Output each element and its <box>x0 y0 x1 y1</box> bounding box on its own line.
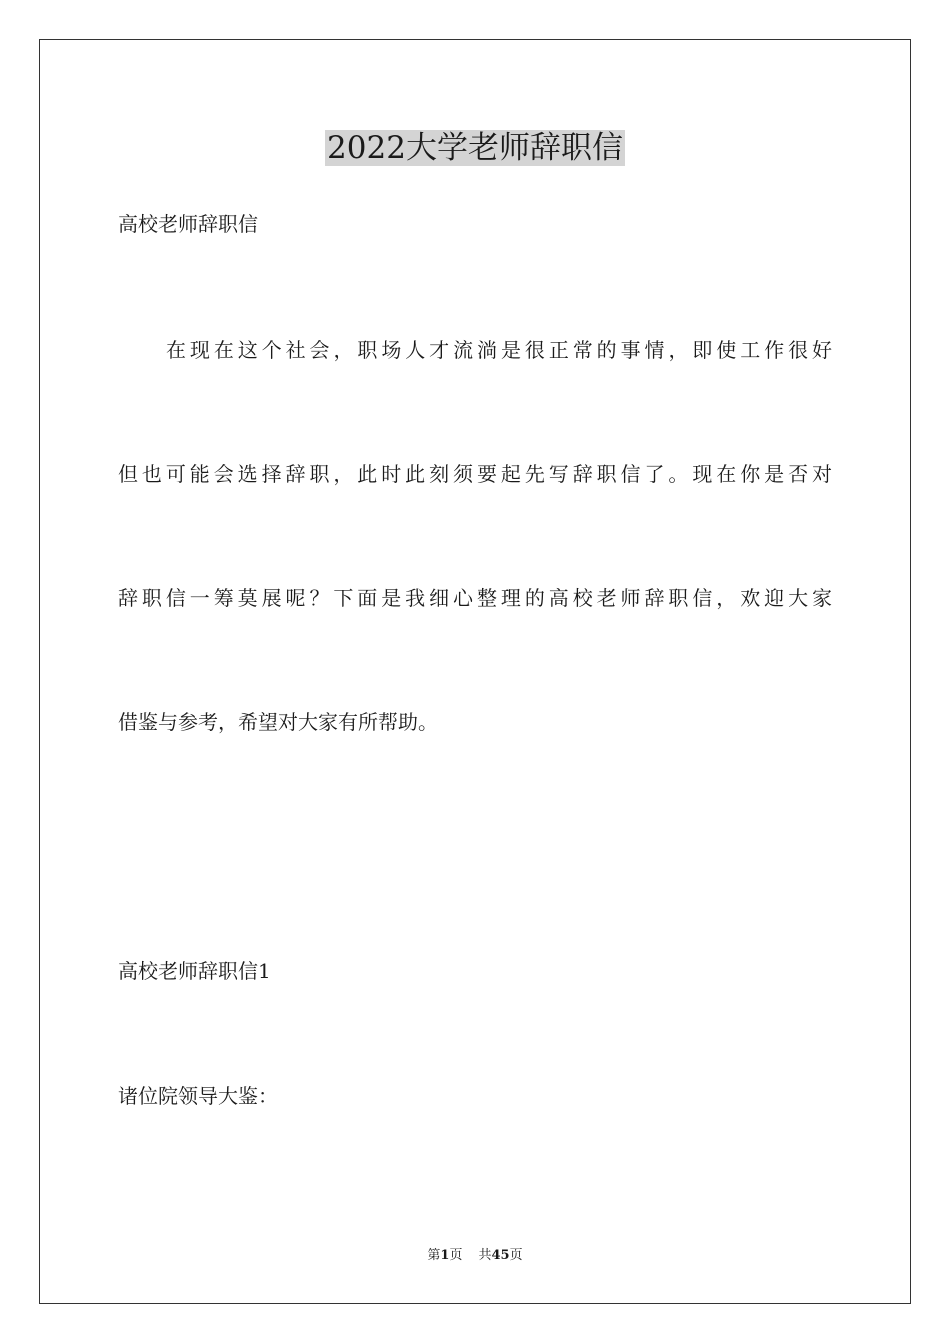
document-title <box>0 127 950 169</box>
intro-line-3: 辞职信一筹莫展呢？下面是我细心整理的高校老师辞职信，欢迎大家 <box>118 586 832 610</box>
footer-page-suffix: 页 <box>449 1248 463 1263</box>
footer-current-page: 1 <box>440 1248 450 1263</box>
footer-total-suffix: 页 <box>509 1248 523 1263</box>
section-heading: 高校老师辞职信1 <box>118 959 271 983</box>
document-subtitle: 高校老师辞职信 <box>118 212 258 236</box>
footer-total-pages: 45 <box>491 1248 510 1263</box>
intro-line-1: 在现在这个社会，职场人才流淌是很正常的事情，即使工作很好 <box>166 338 832 362</box>
document-title-text: 2022大学老师辞职信 <box>327 130 623 166</box>
salutation: 诸位院领导大鉴： <box>118 1084 278 1108</box>
intro-line-2: 但也可能会选择辞职，此时此刻须要起先写辞职信了。现在你是否对 <box>118 462 832 486</box>
footer-total-prefix: 共 <box>478 1248 492 1263</box>
intro-line-4: 借鉴与参考，希望对大家有所帮助。 <box>118 710 438 734</box>
page-footer <box>0 1247 950 1265</box>
footer-prefix: 第 <box>427 1248 441 1263</box>
